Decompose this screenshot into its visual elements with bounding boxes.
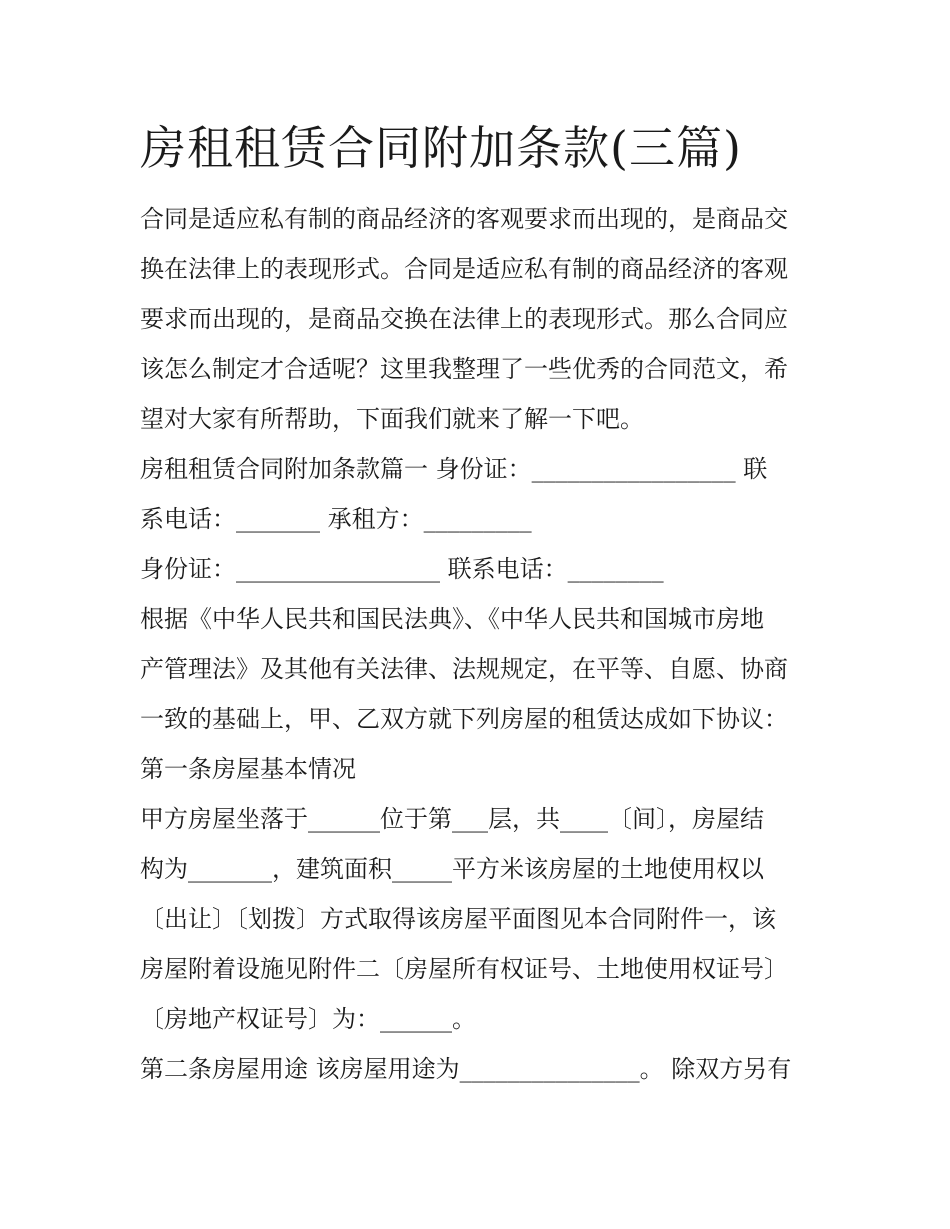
paragraph-line: 甲方房屋坐落于______位于第___层，共____〔间〕，房屋结 xyxy=(140,805,764,833)
section-heading: 第一条房屋基本情况 xyxy=(140,755,356,783)
paragraph-line: 产管理法》及其他有关法律、法规规定，在平等、自愿、协商 xyxy=(140,655,788,683)
paragraph-line: 构为_______，建筑面积_____平方米该房屋的土地使用权以 xyxy=(140,855,764,883)
paragraph-line: 合同是适应私有制的商品经济的客观要求而出现的，是商品交 xyxy=(140,205,788,233)
paragraph-line: 身份证：_________________ 联系电话：________ xyxy=(140,555,664,583)
paragraph-line: 换在法律上的表现形式。合同是适应私有制的商品经济的客观 xyxy=(140,255,788,283)
paragraph-line: 要求而出现的，是商品交换在法律上的表现形式。那么合同应 xyxy=(140,305,788,333)
paragraph-line: 房屋附着设施见附件二〔房屋所有权证号、土地使用权证号〕 xyxy=(140,955,788,983)
paragraph-line: 系电话：_______ 承租方：_________ xyxy=(140,505,532,533)
paragraph-line: 房租租赁合同附加条款篇一 身份证：_________________ 联 xyxy=(140,455,768,483)
document-title: 房租租赁合同附加条款(三篇) xyxy=(140,121,742,175)
paragraph-line: 该怎么制定才合适呢？这里我整理了一些优秀的合同范文，希 xyxy=(140,355,788,383)
paragraph-line: 第二条房屋用途 该房屋用途为_______________。 除双方另有 xyxy=(140,1055,792,1083)
paragraph-line: 一致的基础上，甲、乙双方就下列房屋的租赁达成如下协议： xyxy=(140,705,788,733)
paragraph-line: 〔房地产权证号〕为：______。 xyxy=(140,1005,476,1033)
paragraph-line: 望对大家有所帮助，下面我们就来了解一下吧。 xyxy=(140,405,644,433)
paragraph-line: 根据《中华人民共和国民法典》、《中华人民共和国城市房地 xyxy=(140,605,764,633)
paragraph-line: 〔出让〕〔划拨〕方式取得该房屋平面图见本合同附件一，该 xyxy=(140,905,776,933)
